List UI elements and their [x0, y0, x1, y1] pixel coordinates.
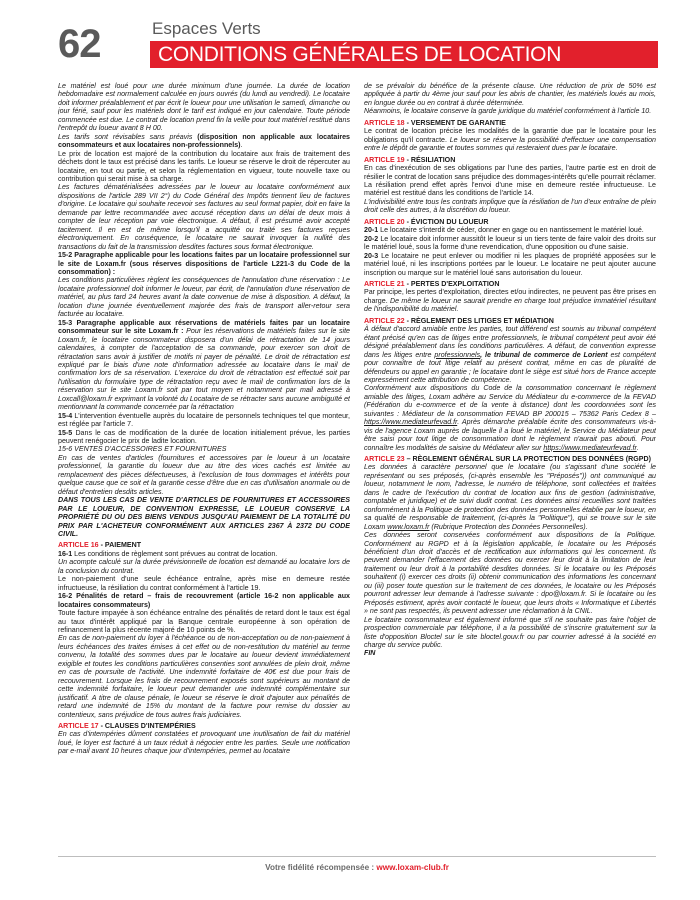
text-run: (Rubrique Protection des Données Personnelles). — [429, 522, 588, 531]
paragraph — [364, 384, 656, 452]
text-run: Ces données seront conservées conformément aux dispositions de la Politique. Conformément au RGPD et à la législation applicable, le locataire ou les Préposés bénéficient d'un droit d'accès et de rectification aux informations qui les concernent. Ils peuvent demander l'effacement des données ou exercer leur droit à la limitation de leur traitement ou leur droit à la portabilité desdites données. Si le locataire ou les Préposés souhaitent (i) exercer ces droits (ii) obtenir communication des informations les concernant ou (iii) poser toute question sur le traitement de ces données, le locataire ou les Préposés pourront adresser leur demande à l'adresse suivante : dpo@loxam.fr. Si le locataire ou les Préposés estiment, après avoir contacté le loueur, que leurs droits « Informatique et Libertés » ne sont pas respectés, ils peuvent adresser une réclamation à la CNIL. — [364, 531, 656, 616]
text-run: 15-3 Paragraphe applicable aux réservations de matériels faites par un locataire consommateur sur le site Loxam.fr : — [58, 318, 350, 336]
text-run: En cas d'inexécution de ses obligations par l'une des parties, l'autre partie est en droit de résilier le contrat de location sans préjudice des dommages-intérêts qu'elle pourrait réclamer. La résiliation prend effet après l'envoi d'une mise en demeure restée infructueuse. Le matériel est restitué dans les conditions de l'article 14. — [364, 164, 656, 198]
paragraph — [58, 550, 350, 558]
text-run: 20-1 — [364, 226, 381, 235]
text-run: Le locataire consommateur est également informé que s'il ne souhaite pas faire l'objet de prospection commerciale par téléphone, il a la possibilité de s'inscrire gratuitement sur la liste d'opposition Bloctel sur le site bloctel.gouv.fr ou par courrier adressé à la société en charge du service public. — [364, 615, 656, 649]
text-run: 20-3 — [364, 251, 382, 260]
text-run: Le contrat de location précise les modalités de la garantie due par le locataire pour les obligations qu'il contracte. — [364, 127, 656, 144]
text-run: FIN — [364, 649, 376, 658]
text-run: Le non-paiement d'une seule échéance entraîne, après mise en demeure restée infructueuse, la résiliation du contrat conformément à l'article 19. — [58, 575, 350, 592]
page-number: 62 — [58, 22, 101, 66]
text-run: Le locataire ne peut enlever ou modifier ni les plaques de propriété apposées sur le matériel loué, ni les inscriptions portées par le loueur. Le locataire ne peut ajouter aucune inscription ou marque sur le matériel loué sans autorisation du loueur. — [364, 251, 656, 277]
article-number: ARTICLE 17 — [58, 721, 99, 730]
paragraph — [364, 616, 656, 650]
text-run: Les données à caractère personnel que le locataire (ou s'agissant d'une société le représentant ou ses préposés, (ci-après ensemble les "Préposés")) ont communiqué au loueur, notamment le nom, l'adresse, le numéro de téléphone, sont collectées et traitées dans le cadre de l'exécution du contrat de location aux fins de gestion (administrative, comptable et juridique) et de suivi dudit contrat. Les données ainsi recueillies sont traitées conformément à la Politique de protection des données personnelles établie par le loueur, en sa qualité de responsable de traitement, (ci-après la "Politique"), qui se trouve sur le site Loxam — [364, 463, 656, 531]
title-bar — [150, 41, 658, 68]
paragraph — [364, 198, 656, 215]
paragraph — [58, 454, 350, 496]
terms-columns — [58, 82, 656, 854]
text-run: Les tarifs sont révisables sans préavis — [58, 132, 198, 141]
paragraph — [58, 558, 350, 575]
text-run: . Après démarche préalable écrite des consommateurs vis-à-vis de l'agence Loxam auprès de laquelle il a loué le matériel, le Service du Médiateur peut être saisi pour tout litige de consommation dont le règlement n'aurait pas abouti. Pour connaître les modalités de saisine du Médiateur aller sur — [364, 418, 656, 452]
text-run: L'intervention éventuelle auprès du locataire de personnels techniques tel que monteur, est réglée par l'article 7. — [58, 411, 350, 429]
article-heading — [364, 218, 656, 226]
text-run: 16-1 — [58, 549, 75, 558]
paragraph — [364, 164, 656, 198]
article-number: ARTICLE 19 — [364, 155, 405, 164]
paragraph — [58, 634, 350, 719]
text-run: . — [636, 443, 639, 452]
text-run: 15-6 VENTES D'ACCESSOIRES ET FOURNITURES — [58, 445, 227, 454]
text-run: 20-2 — [364, 234, 381, 243]
text-run: Un acompte calculé sur la durée prévisionnelle de location est demandé au locataire lors de la conclusion du contrat. — [58, 558, 350, 575]
paragraph — [58, 496, 350, 538]
footer-label: Votre fidélité récompensée : — [265, 863, 377, 872]
text-run: Les factures dématérialisées adressées par le loueur au locataire conformément aux dispositions de l'article 289 VII 2°) du Code Général des Impôts tiennent lieu de factures d'origine. Le locataire qui souhaite recevoir ses factures au seul format papier, doit en faire la demande par lettre recommandée avec accusé réception dans un délai de deux mois à compter de leur réception par voie électronique. A défaut, il est présumé avoir accepté tacitement. Il en est de même lorsqu'il a acquitté ou traité ses factures reçues électroniquement. En conséquence, le locataire ne saurait invoquer la nullité des transactions du fait de la transmission desdites factures sous format électronique. — [58, 183, 350, 251]
paragraph — [58, 82, 350, 133]
text-run: Toute facture impayée à son échéance entraîne des pénalités de retard dont le taux est égal au taux d'intérêt appliqué par la Banque centrale européenne à son opération de refinancement la plus récente majoré de 10 points de %. — [58, 609, 350, 634]
page-header — [58, 18, 658, 70]
text-run: . — [240, 141, 243, 150]
article-title: - RÈGLEMENT DES LITIGES ET MÉDIATION — [404, 316, 554, 325]
article-number: ARTICLE 18 — [364, 118, 405, 127]
article-title: - ÉVICTION DU LOUEUR — [404, 217, 489, 226]
text-run: De même le loueur ne saurait prendre en charge tout préjudice immatériel résultant de l'indisponibilité du matériel. — [364, 296, 656, 314]
text-run: À défaut d'accord amiable entre les parties, tout différend est soumis au tribunal compétent étant précisé qu'en cas de litiges entre professionnels, le tribunal compétent peut avoir été désigné préalablement dans les conditions particulières. A défaut, de convention expresse dans les litiges entre — [364, 325, 656, 359]
paragraph — [364, 649, 656, 657]
paragraph — [364, 235, 656, 252]
paragraph — [58, 412, 350, 429]
text-run: Le matériel est loué pour une durée minimum d'une journée. La durée de location hebdomadaire est normalement calculée en jours ouvrés (du lundi au vendredi). Le locataire doit informer préalablement et par écrit le loueur pour une utilisation le samedi, dimanche ou jour férié, sauf pour les matériels dont le tarif est indiqué en jour calendaire. Toute période commencée est due. Le contrat de location prend fin la veille pour tout matériel restitué dans l'entrepôt du loueur avant 8 H 00. — [58, 82, 350, 133]
text-run: Les conditions de règlement sont prévues au contrat de location. — [74, 549, 278, 558]
article-title: - CLAUSES D'INTEMPÉRIES — [98, 721, 196, 730]
paragraph — [58, 575, 350, 592]
paragraph — [364, 226, 656, 234]
text-run: En cas de ventes d'articles (fournitures et accessoires par le loueur à un locataire professionnel, la garantie du loueur due au titre des vices cachés est limitée au remplacement des pièces défectueuses, à l'exclusion de tous dommages et intérêts pour quelque cause que ce soit et la garantie cesse d'être due en cas d'utilisation anormale ou de défaut d'entretien desdits articles. — [58, 453, 350, 496]
article-heading — [364, 455, 656, 463]
page-title: CONDITIONS GÉNÉRALES DE LOCATION — [158, 43, 562, 66]
article-title: - PAIEMENT — [98, 541, 142, 550]
paragraph — [364, 325, 656, 384]
column-right — [364, 82, 656, 854]
text-run: , le tribunal de commerce de Lorient — [480, 350, 611, 359]
article-heading — [364, 119, 656, 127]
footer-divider — [58, 856, 656, 857]
footer-link[interactable]: www.loxam-club.fr — [376, 863, 449, 872]
text-run: DANS TOUS LES CAS DE VENTE D'ARTICLES DE FOURNITURES ET ACCESSOIRES PAR LE LOUEUR, DE CONVENTION EXPRESSE, LE LOUEUR CONSERVE LA PROPRIÉTÉ DU OU DES BIENS VENDUS JUSQU'AU PAIEMENT DE LA TOTALITÉ DU PRIX PAR L'ACHETEUR CONFORMÉMENT AUX ARTICLES 2367 À 2372 DU CODE CIVIL. — [58, 496, 350, 539]
paragraph — [58, 150, 350, 184]
paragraph — [364, 82, 656, 107]
paragraph — [364, 531, 656, 616]
text-run: 15-2 Paragraphe applicable pour les locations faites par un locataire professionnel sur le site de Loxam.fr (sous réserves dispositions de l'article L221-3 du Code de la consommation) : — [58, 251, 350, 276]
text-run: est compétent pour connaître de tout litige relatif au présent contrat, même en cas de pluralité de défendeurs ou appel en garantie ; le locataire dont le siège est situé hors de France accepte expressément cette attribution de compétence. — [364, 350, 656, 384]
text-run: Pour les réservations de matériels faites sur le site Loxam.fr, le locataire consommateur disposera d'un délai de rétractation de 14 jours calendaires, à compter de l'acceptation de sa commande, pour exercer son droit de rétractation sans avoir à justifier de motifs ni payer de pénalité. Le droit de rétractation est expliqué par le biais d'une note d'information adressée au locataire dans le mail de confirmation lors de sa réservation. L'exercice du droit de rétractation est effectué soit par l'utilisation du formulaire type de rétractation reçu avec le mail de confirmation lors de la réservation sur le site Loxam.fr soit par tout moyen et notamment par mail adressé à Loxcall@loxam.fr exprimant la volonté du Locataire de se rétracter sans aucune ambiguïté et mentionnant la commande concernée par la rétractation — [58, 327, 350, 412]
paragraph — [58, 429, 350, 446]
article-title: – RÈGLEMENT GÉNÉRAL SUR LA PROTECTION DES DONNÉES (RGPD) — [404, 455, 651, 464]
article-number: ARTICLE 21 — [364, 279, 405, 288]
paragraph — [364, 127, 656, 152]
text-run: Le prix de location est majoré de la contribution du locataire aux frais de traitement des déchets dont le taux est précisé dans les tarifs. Le loueur se réserve le droit de répercuter au locataire, en tout ou partie, et selon la réglementation en vigueur, toute nouvelle taxe ou contribution qui serait mise à sa charge. — [58, 149, 350, 183]
paragraph — [58, 133, 350, 150]
article-heading — [58, 541, 350, 549]
paragraph — [364, 288, 656, 313]
text-run: de se prévaloir du bénéfice de la présente clause. Une réduction de prix de 50% est appliquée à partir du 4ème jour sauf pour les abris de chantier, les matériels loués au mois, en longue durée ou en contrat à durée déterminée. — [364, 82, 656, 107]
paragraph — [364, 107, 656, 115]
article-number: ARTICLE 20 — [364, 217, 405, 226]
paragraph — [364, 252, 656, 277]
paragraph — [58, 730, 350, 755]
article-heading — [364, 156, 656, 164]
text-run: www.loxam.fr — [387, 522, 430, 531]
paragraph — [58, 251, 350, 276]
text-run: Néanmoins, le locataire conserve la garde juridique du matériel conformément à l'article 10. — [364, 107, 652, 116]
page-footer — [58, 860, 656, 876]
article-number: ARTICLE 23 — [364, 455, 405, 464]
text-run: En cas d'intempéries dûment constatées et provoquant une inutilisation de fait du matériel loué, le loyer est facturé à un taux réduit à négocier entre les parties. Seule une notification par e-mail avant 10 heures chaque jour d'intempéries, permet au locataire — [58, 730, 350, 756]
text-run: Dans le cas de modification de la durée de location initialement prévue, les parties peuvent renégocier le prix de ladite location. — [58, 428, 350, 446]
article-heading — [364, 280, 656, 288]
text-run: https://www.mediateurfevad.fr — [364, 418, 458, 427]
paragraph — [58, 445, 350, 453]
text-run: En cas de non-paiement du loyer à l'échéance ou de non-acceptation ou de non-paiement à leurs échéances des traites émises à cet effet ou de non-restitution du matériel au terme convenu, la totalité des sommes dues par le locataire au loueur devient immédiatement exigible et toutes les conditions particulières consenties sont annulées de plein droit, même en cas de poursuite de l'activité. Une indemnité forfaitaire de 40€ est due pour frais de recouvrement. Lorsque les frais de recouvrement exposés sont supérieurs au montant de cette indemnité forfaitaire, le loueur peut demander une indemnité complémentaire sur justificatif. A titre de clause pénale, le loueur se réserve le droit d'ajouter aux pénalités de retard une indemnité de 15% du montant de la facture pour remise du dossier au contentieux, sans préjudice de tous autres frais judiciaires. — [58, 634, 350, 719]
text-run: Le loueur se réserve la possibilité d'effectuer une compensation entre le dépôt de garantie et toutes sommes qui resteraient dues par le locataire. — [364, 135, 656, 153]
article-heading — [58, 722, 350, 730]
text-run: (disposition non applicable aux locataires consommateurs et aux locataires non-professionnels) — [58, 132, 350, 150]
text-run: Le locataire s'interdit de céder, donner en gage ou en nantissement le matériel loué. — [380, 226, 644, 235]
text-run: L'indivisibilité entre tous les contrats implique que la résiliation de l'un d'eux entraîne de plein droit celle des autres, à la discrétion du loueur. — [364, 197, 656, 215]
text-run: Par principe, les pertes d'exploitation, directes et/ou indirectes, ne peuvent pas être prises en charge. — [364, 288, 656, 305]
text-run: 15-5 — [58, 428, 76, 437]
article-title: - PERTES D'EXPLOITATION — [404, 279, 500, 288]
article-title: - VERSEMENT DE GARANTIE — [404, 118, 506, 127]
text-run: Le locataire doit informer aussitôt le loueur si un tiers tente de faire valoir des droits sur le matériel loué, sous la forme d'une revendication, d'une opposition ou d'une saisie. — [364, 234, 656, 252]
article-number: ARTICLE 16 — [58, 541, 99, 550]
text-run: https://www.mediateurfevad.fr — [543, 443, 637, 452]
text-run: Conformément aux dispositions du Code de la consommation concernant le règlement amiable des litiges, Loxam adhère au Service du Médiateur du e-commerce de la FEVAD (Fédération du e-commerce et de la vente à distance) dont les coordonnées sont les suivantes : Médiateur de la consommation FEVAD BP 200015 – 75362 Paris Cedex 8 – — [364, 384, 656, 418]
article-number: ARTICLE 22 — [364, 316, 405, 325]
section-name: Espaces Verts — [152, 19, 261, 38]
text-run: 15-4 — [58, 411, 75, 420]
paragraph — [58, 609, 350, 634]
paragraph — [364, 463, 656, 531]
article-title: - RÉSILIATION — [404, 155, 456, 164]
paragraph — [58, 183, 350, 251]
column-left — [58, 82, 350, 854]
paragraph — [58, 319, 350, 412]
paragraph — [58, 276, 350, 318]
text-run: professionnels — [434, 350, 481, 359]
article-heading — [364, 317, 656, 325]
text-run: Les conditions particulières règlent les conséquences de l'annulation d'une réservation : Le locataire professionnel doit informer le loueur, par écrit, de l'annulation d'une réservation de matériel, au plus tard 24 heures avant la date convenue de mise à disposition. A défaut, la location d'une journée éventuellement majorée des frais de transport aller-retour sera facturée au locataire. — [58, 276, 350, 319]
text-run: 16-2 Pénalités de retard – frais de recouvrement (article 16-2 non applicable aux locataires consommateurs) — [58, 592, 350, 609]
paragraph — [58, 592, 350, 609]
